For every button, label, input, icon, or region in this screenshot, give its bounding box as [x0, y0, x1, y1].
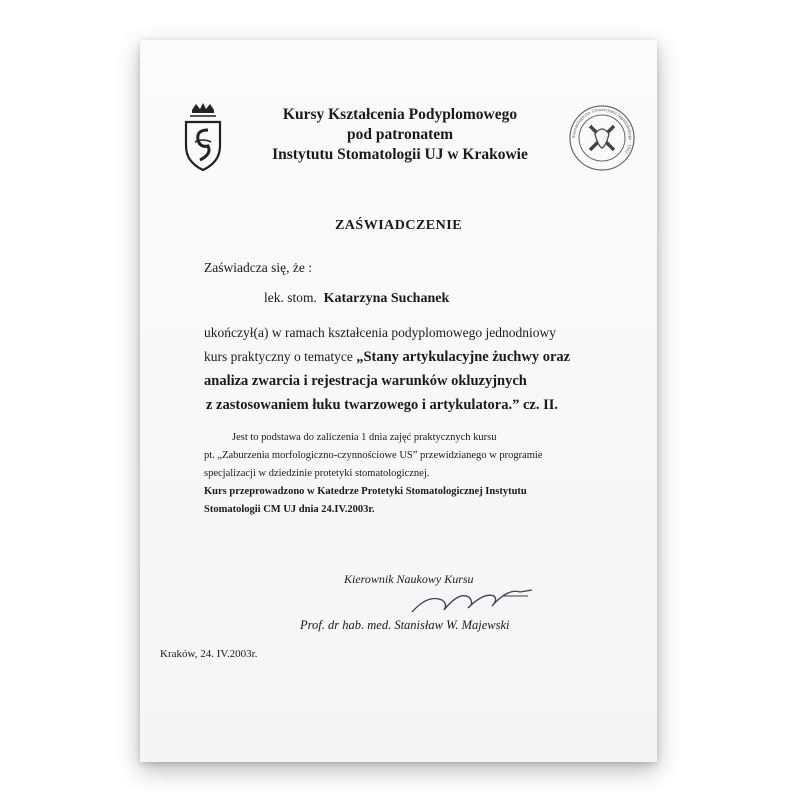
body-line-2 — [204, 349, 570, 366]
recipient-prefix: lek. stom. — [264, 290, 317, 305]
course-topic-end: z zastosowaniem łuku twarzowego i artykulatora.” cz. II. — [206, 397, 558, 413]
signatory-role: Kierownik Naukowy Kursu — [344, 572, 474, 586]
recipient-name: Katarzyna Suchanek — [323, 291, 450, 306]
note-line-5: Stomatologii CM UJ dnia 24.IV.2003r. — [204, 504, 375, 515]
header-line-1: Kursy Kształcenia Podyplomowego — [282, 106, 518, 123]
dental-society-seal-icon — [568, 104, 636, 172]
header-line-3: Instytutu Stomatologii UJ w Krakowie — [272, 146, 528, 163]
note-line-2: pt. „Zaburzenia morfologiczno-czynnościowe US” przewidzianego w programie — [204, 450, 543, 461]
recipient-line — [264, 290, 449, 307]
intro-text: Zaświadcza się, że : — [204, 260, 312, 275]
eagle-crest-icon — [178, 102, 228, 182]
course-topic-start: „Stany artykulacyjne żuchwy oraz — [356, 349, 571, 365]
body-line-1: ukończył(a) w ramach kształcenia podyplomowego jednodniowy — [204, 325, 557, 340]
course-topic-middle: analiza zwarcia i rejestracja warunków okluzyjnych — [204, 373, 527, 389]
place-date: Kraków, 24. IV.2003r. — [160, 648, 258, 660]
handwritten-signature — [408, 580, 538, 620]
note-line-1: Jest to podstawa do zaliczenia 1 dnia zajęć praktycznych kursu — [232, 432, 497, 443]
header-line-2: pod patronatem — [346, 126, 454, 143]
signatory-name: Prof. dr hab. med. Stanisław W. Majewski — [300, 618, 510, 632]
note-line-4: Kurs przeprowadzono w Katedrze Protetyki Stomatologicznej Instytutu — [204, 486, 527, 497]
note-line-3: specjalizacji w dziedzinie protetyki stomatologicznej. — [204, 468, 430, 479]
body-line-2-plain: kurs praktyczny o tematyce — [204, 349, 357, 364]
certificate-page — [140, 40, 657, 762]
document-title: ZAŚWIADCZENIE — [334, 218, 463, 233]
seal-text: Stomatologiczne Uniwersytetu Jagiellońskiego · 1992 · — [570, 106, 634, 158]
